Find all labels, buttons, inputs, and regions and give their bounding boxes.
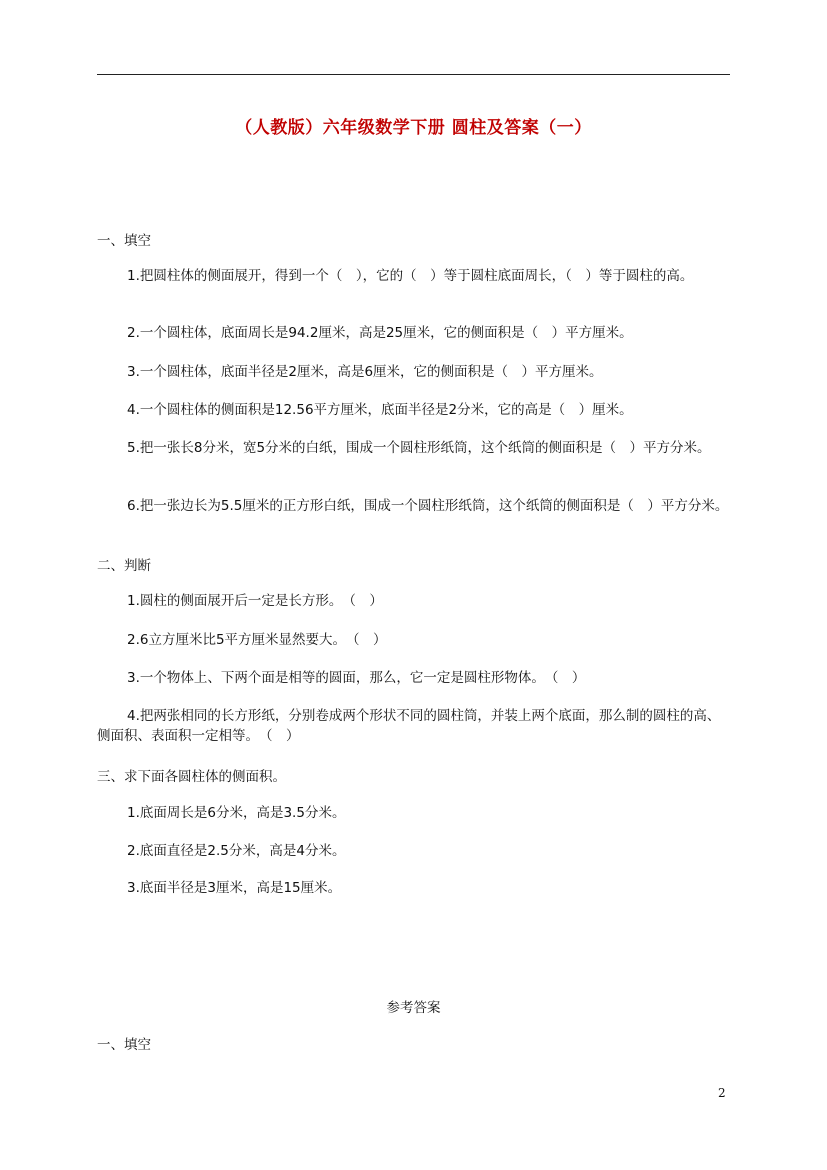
judge-question-4: 4.把两张相同的长方形纸，分别卷成两个形状不同的圆柱筒，并装上两个底面，那么制的圆柱的高、侧面积、表面积一定相等。 （ ） — [97, 708, 721, 744]
calc-question-1: 1.底面周长是6分米，高是3.5分米。 — [127, 805, 346, 821]
fill-question-3: 3.一个圆柱体，底面半径是2厘米，高是6厘米，它的侧面积是（ ）平方厘米。 — [127, 364, 603, 380]
fill-question-5: 5.把一张长8分米，宽5分米的白纸，围成一个圆柱形纸筒，这个纸筒的侧面积是（ ）平方分米。 — [127, 440, 711, 456]
fill-question-1: 1.把圆柱体的侧面展开，得到一个（ ），它的（ ）等于圆柱底面周长，（ ）等于圆柱的高。 — [127, 268, 694, 284]
fill-question-4: 4.一个圆柱体的侧面积是12.56平方厘米，底面半径是2分米，它的高是（ ）厘米。 — [127, 402, 633, 418]
section-1-heading: 一、填空 — [97, 233, 151, 249]
section-3-heading: 三、求下面各圆柱体的侧面积。 — [97, 769, 286, 785]
fill-question-2: 2.一个圆柱体，底面周长是94.2厘米，高是25厘米，它的侧面积是（ ）平方厘米。 — [127, 325, 633, 341]
fill-question-6: 6.把一张边长为5.5厘米的正方形白纸，围成一个圆柱形纸筒，这个纸筒的侧面积是（ ）平方分米。 — [127, 498, 729, 514]
answers-title: 参考答案 — [386, 1000, 441, 1016]
judge-question-3: 3.一个物体上、下两个面是相等的圆面，那么，它一定是圆柱形物体。 （ ） — [127, 670, 586, 686]
answers-section-1-heading: 一、填空 — [97, 1037, 151, 1053]
section-2-heading: 二、判断 — [97, 558, 151, 574]
calc-question-2: 2.底面直径是2.5分米，高是4分米。 — [127, 843, 346, 859]
judge-question-2: 2.6立方厘米比5平方厘米显然要大。 （ ） — [127, 632, 387, 648]
judge-question-1: 1.圆柱的侧面展开后一定是长方形。 （ ） — [127, 593, 383, 609]
header-rule — [97, 74, 730, 75]
page-number: 2 — [718, 1086, 726, 1100]
document-title: （人教版）六年级数学下册 圆柱及答案（一） — [235, 118, 592, 138]
calc-question-3: 3.底面半径是3厘米，高是15厘米。 — [127, 880, 342, 896]
